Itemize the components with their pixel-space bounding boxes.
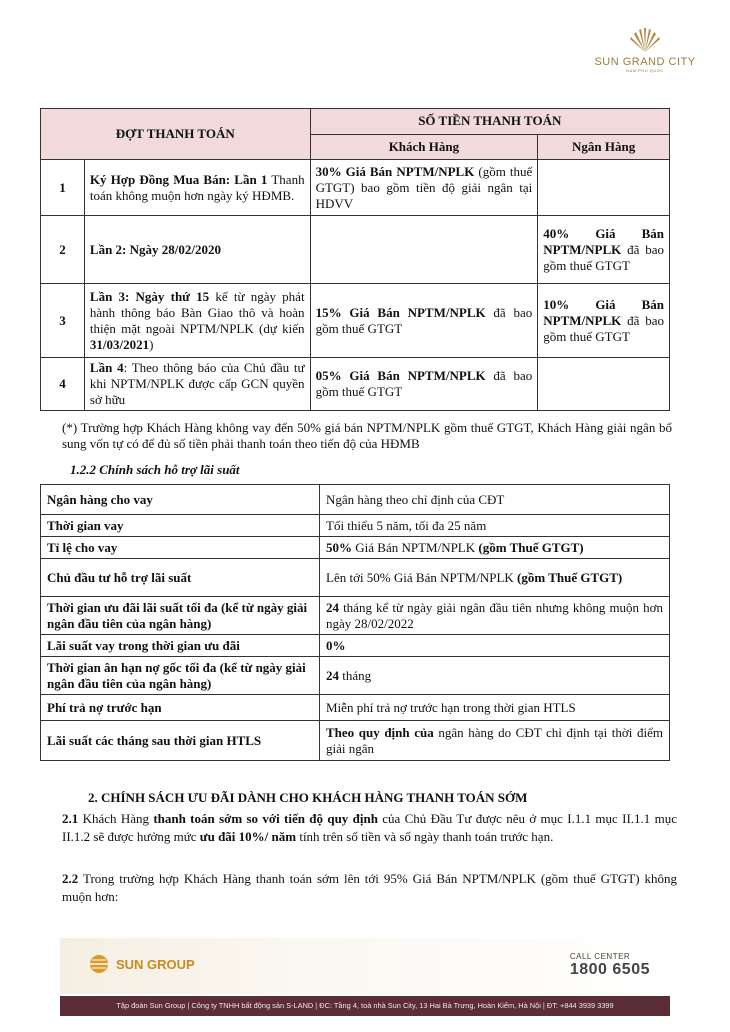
row-value: Tối thiểu 5 năm, tối đa 25 năm <box>320 515 670 537</box>
table-row <box>41 695 670 721</box>
call-center-number: 1800 6505 <box>569 961 650 978</box>
payment-schedule-table <box>40 108 670 411</box>
footnote: (*) Trường hợp Khách Hàng không vay đến 50% giá bán NPTM/NPLK gồm thuế GTGT, Khách Hàng giải ngân bổ sung vốn tự có để đủ số tiền phải thanh toán theo tiến độ của HĐMB <box>62 420 672 451</box>
row-value: Miễn phí trả nợ trước hạn trong thời gian HTLS <box>320 695 670 721</box>
section-heading-1-2-2: 1.2.2 Chính sách hỗ trợ lãi suất <box>70 462 240 477</box>
call-center <box>570 952 650 979</box>
logo-brand: SUN GRAND CITY <box>594 56 696 68</box>
row-label: Ngân hàng cho vay <box>41 485 320 515</box>
row-stage: Lần 2: Ngày 28/02/2020 <box>84 216 310 284</box>
row-customer-amount: 15% Giá Bán NPTM/NPLK đã bao gồm thuế GTGT <box>310 284 538 358</box>
row-label: Lãi suất các tháng sau thời gian HTLS <box>41 721 320 761</box>
row-number: 2 <box>41 216 85 284</box>
row-label: Phí trả nợ trước hạn <box>41 695 320 721</box>
table-row <box>41 358 670 411</box>
row-value: 24 tháng kể từ ngày giải ngân đầu tiên nhưng không muộn hơn ngày 28/02/2022 <box>320 597 670 635</box>
row-bank-amount: 10% Giá Bán NPTM/NPLK đã bao gồm thuế GTGT <box>538 284 670 358</box>
row-stage: Lần 4: Theo thông báo của Chủ đầu tư khi NPTM/NPLK được cấp GCN quyền sở hữu <box>84 358 310 411</box>
sun-grand-city-logo <box>590 22 700 73</box>
header-customer: Khách Hàng <box>310 134 538 160</box>
row-value: 0% <box>320 635 670 657</box>
row-label: Thời gian vay <box>41 515 320 537</box>
call-center-label: CALL CENTER <box>569 952 631 961</box>
row-bank-amount: 40% Giá Bán NPTM/NPLK đã bao gồm thuế GTGT <box>538 216 670 284</box>
table-row <box>41 559 670 597</box>
row-number: 1 <box>41 160 85 216</box>
row-bank-amount <box>538 358 670 411</box>
row-label: Chủ đầu tư hỗ trợ lãi suất <box>41 559 320 597</box>
header-amount: SỐ TIỀN THANH TOÁN <box>310 109 669 135</box>
table-row <box>41 160 670 216</box>
table-row <box>41 721 670 761</box>
footer-address-bar: Tập đoàn Sun Group | Công ty TNHH bất động sản S-LAND | ĐC: Tầng 4, toà nhà Sun City, 13 Hai Bà Trưng, Hoàn Kiếm, Hà Nội | ĐT: +844 3939 3399 <box>60 996 670 1016</box>
table-row <box>41 537 670 559</box>
page-footer <box>60 938 670 1032</box>
row-customer-amount <box>310 216 538 284</box>
row-bank-amount <box>538 160 670 216</box>
table-row <box>41 657 670 695</box>
row-label: Lãi suất vay trong thời gian ưu đãi <box>41 635 320 657</box>
row-stage: Ký Hợp Đồng Mua Bán: Lần 1 Thanh toán không muộn hơn ngày ký HĐMB. <box>84 160 310 216</box>
table-row <box>41 216 670 284</box>
row-value: Theo quy định của ngân hàng do CĐT chỉ định tại thời điểm giải ngân <box>320 721 670 761</box>
row-label: Thời gian ưu đãi lãi suất tối đa (kể từ ngày giải ngân đầu tiên của ngân hàng) <box>41 597 320 635</box>
logo-subtitle: NAM PHÚ QUỐC <box>626 68 664 73</box>
section-heading-2: 2. CHÍNH SÁCH ƯU ĐÃI DÀNH CHO KHÁCH HÀNG THANH TOÁN SỚM <box>88 790 528 805</box>
table-row <box>41 597 670 635</box>
header-bank: Ngân Hàng <box>538 134 670 160</box>
paragraph-2-1: 2.1 Khách Hàng thanh toán sớm so với tiến độ quy định của Chủ Đầu Tư được nêu ở mục I.1.1 mục II.1.1 mục II.1.2 sẽ được hưởng mức ưu đãi 10%/ năm tính trên số tiền và số ngày thanh toán trước hạn. <box>62 811 677 844</box>
interest-support-table <box>40 484 670 761</box>
paragraph-2-2: 2.2 Trong trường hợp Khách Hàng thanh toán sớm lên tới 95% Giá Bán NPTM/NPLK (gồm thuế GTGT) không muộn hơn: <box>62 871 677 904</box>
row-customer-amount: 30% Giá Bán NPTM/NPLK (gồm thuế GTGT) bao gồm tiền độ giải ngân tại HDVV <box>310 160 538 216</box>
table-row <box>41 515 670 537</box>
fan-logo-icon <box>625 22 665 54</box>
sun-group-brand: SUN GROUP <box>116 956 195 972</box>
row-stage: Lần 3: Ngày thứ 15 kể từ ngày phát hành thông báo Bàn Giao thô và hoàn thiện mặt ngoài NPTM/NPLK (dự kiến 31/03/2021) <box>84 284 310 358</box>
sun-icon <box>86 954 112 974</box>
row-number: 4 <box>41 358 85 411</box>
row-number: 3 <box>41 284 85 358</box>
row-value: Lên tới 50% Giá Bán NPTM/NPLK (gồm Thuế GTGT) <box>320 559 670 597</box>
row-value: Ngân hàng theo chỉ định của CĐT <box>320 485 670 515</box>
row-value: 24 tháng <box>320 657 670 695</box>
table-row <box>41 485 670 515</box>
header-stage: ĐỢT THANH TOÁN <box>41 109 311 160</box>
table-row <box>41 284 670 358</box>
row-label: Tỉ lệ cho vay <box>41 537 320 559</box>
row-customer-amount: 05% Giá Bán NPTM/NPLK đã bao gồm thuế GTGT <box>310 358 538 411</box>
sun-group-logo <box>86 954 195 974</box>
row-value: 50% Giá Bán NPTM/NPLK (gồm Thuế GTGT) <box>320 537 670 559</box>
row-label: Thời gian ân hạn nợ gốc tối đa (kể từ ngày giải ngân đầu tiên của ngân hàng) <box>41 657 320 695</box>
table-row <box>41 635 670 657</box>
